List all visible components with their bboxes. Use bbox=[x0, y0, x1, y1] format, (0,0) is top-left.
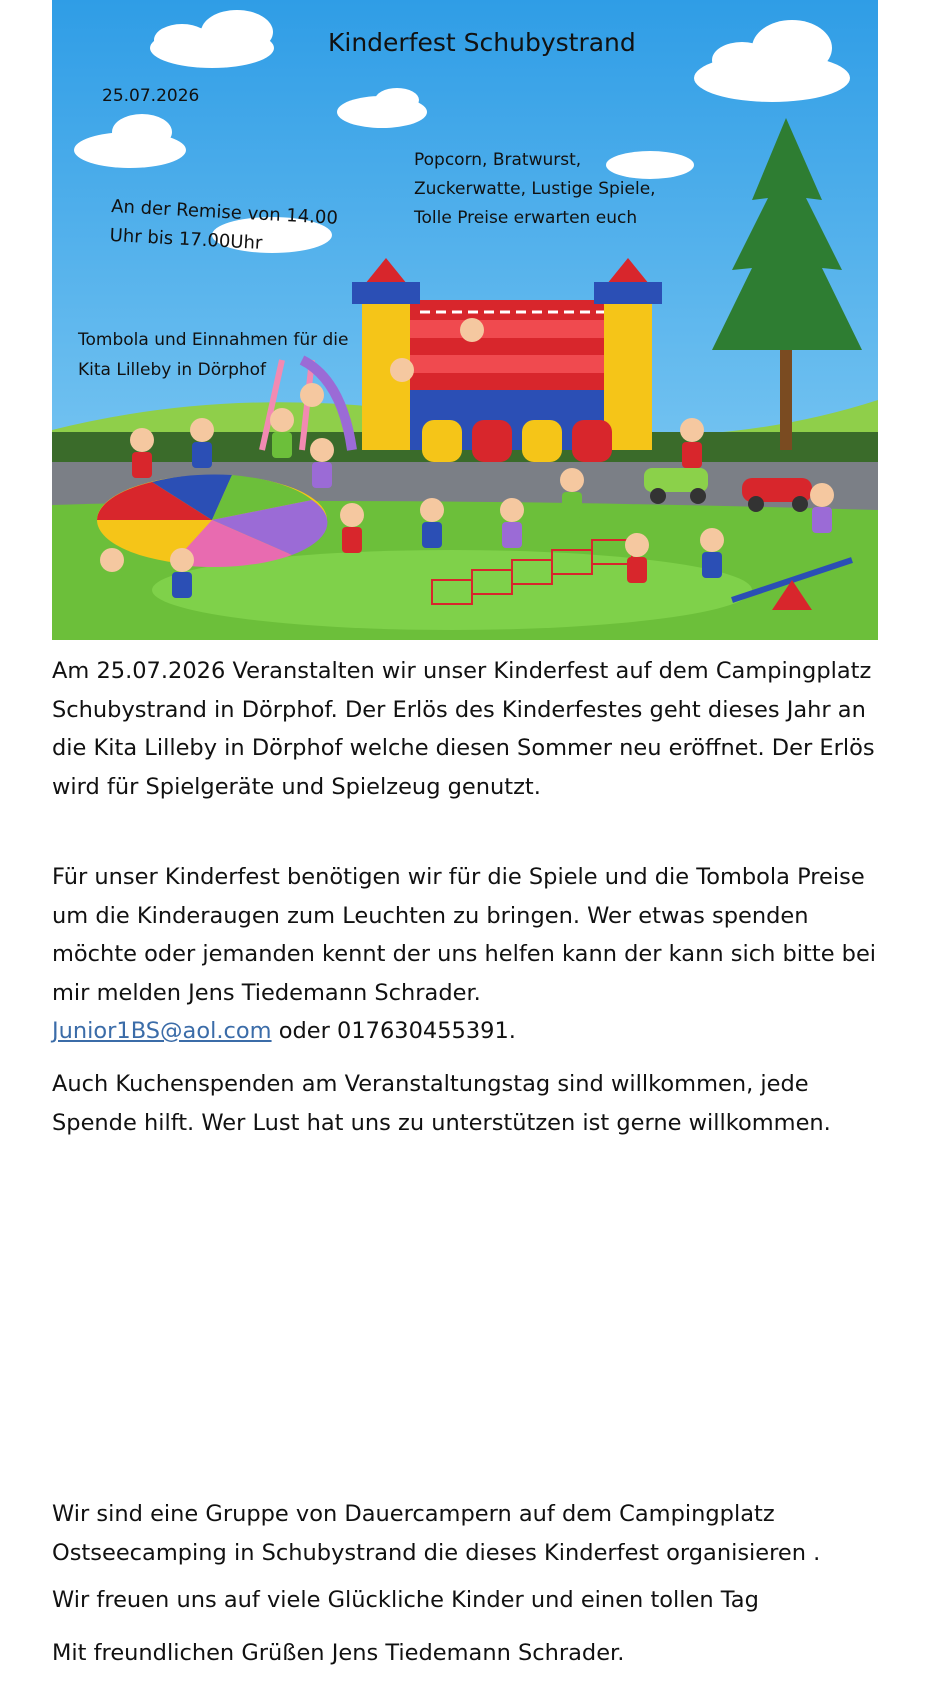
poster-food-info bbox=[414, 146, 656, 233]
paragraph-donations-text bbox=[52, 858, 882, 1051]
poster-food-line: Zuckerwatte, Lustige Spiele, bbox=[414, 179, 656, 199]
paragraph-organizers bbox=[52, 1495, 882, 1572]
event-poster bbox=[52, 0, 878, 640]
poster-title: Kinderfest Schubystrand bbox=[328, 28, 636, 57]
poster-time-line: Uhr bis 17.00Uhr bbox=[109, 224, 263, 254]
poster-date: 25.07.2026 bbox=[102, 86, 200, 106]
paragraph-looking-forward bbox=[52, 1581, 882, 1620]
paragraph-cakes-text: Auch Kuchenspenden am Veranstaltungstag sind willkommen, jede Spende hilft. Wer Lust hat uns zu unterstützen ist gerne willkommen. bbox=[52, 1071, 831, 1136]
signature-line bbox=[52, 1634, 882, 1673]
paragraph-organizers-text: Wir sind eine Gruppe von Dauercampern auf dem Campingplatz Ostseecamping in Schubystrand die dieses Kinderfest organisieren . bbox=[52, 1501, 821, 1566]
paragraph-cakes bbox=[52, 1065, 882, 1142]
poster-food-line: Popcorn, Bratwurst, bbox=[414, 150, 582, 170]
paragraph-intro-text: Am 25.07.2026 Veranstalten wir unser Kinderfest auf dem Campingplatz Schubystrand in Dörphof. Der Erlös des Kinderfestes geht dieses Jahr an die Kita Lilleby in Dörphof welche diesen Sommer neu eröffnet. Der Erlös wird für Spielgeräte und Spielzeug genutzt. bbox=[52, 658, 875, 800]
poster-tombola-line: Kita Lilleby in Dörphof bbox=[78, 360, 267, 380]
paragraph-donations-body: Für unser Kinderfest benötigen wir für die Spiele und die Tombola Preise um die Kinderaugen zum Leuchten zu bringen. Wer etwas spenden möchte oder jemanden kennt der uns helfen kann der kann sich bitte bei mir melden Jens Tiedemann Schrader. bbox=[52, 864, 877, 1006]
poster-tombola-info bbox=[78, 325, 348, 385]
poster-time-line: An der Remise von 14.00 bbox=[110, 195, 339, 229]
paragraph-intro bbox=[52, 652, 882, 806]
phone-text: oder 017630455391. bbox=[271, 1018, 516, 1044]
signature-text: Mit freundlichen Grüßen Jens Tiedemann Schrader. bbox=[52, 1640, 625, 1666]
poster-time bbox=[109, 192, 339, 262]
poster-tombola-line: Tombola und Einnahmen für die bbox=[78, 330, 349, 350]
paragraph-donations bbox=[52, 858, 882, 1051]
email-link[interactable]: Junior1BS@aol.com bbox=[52, 1018, 272, 1044]
paragraph-looking-forward-text: Wir freuen uns auf viele Glückliche Kinder und einen tollen Tag bbox=[52, 1587, 759, 1613]
poster-food-line: Tolle Preise erwarten euch bbox=[414, 208, 638, 228]
